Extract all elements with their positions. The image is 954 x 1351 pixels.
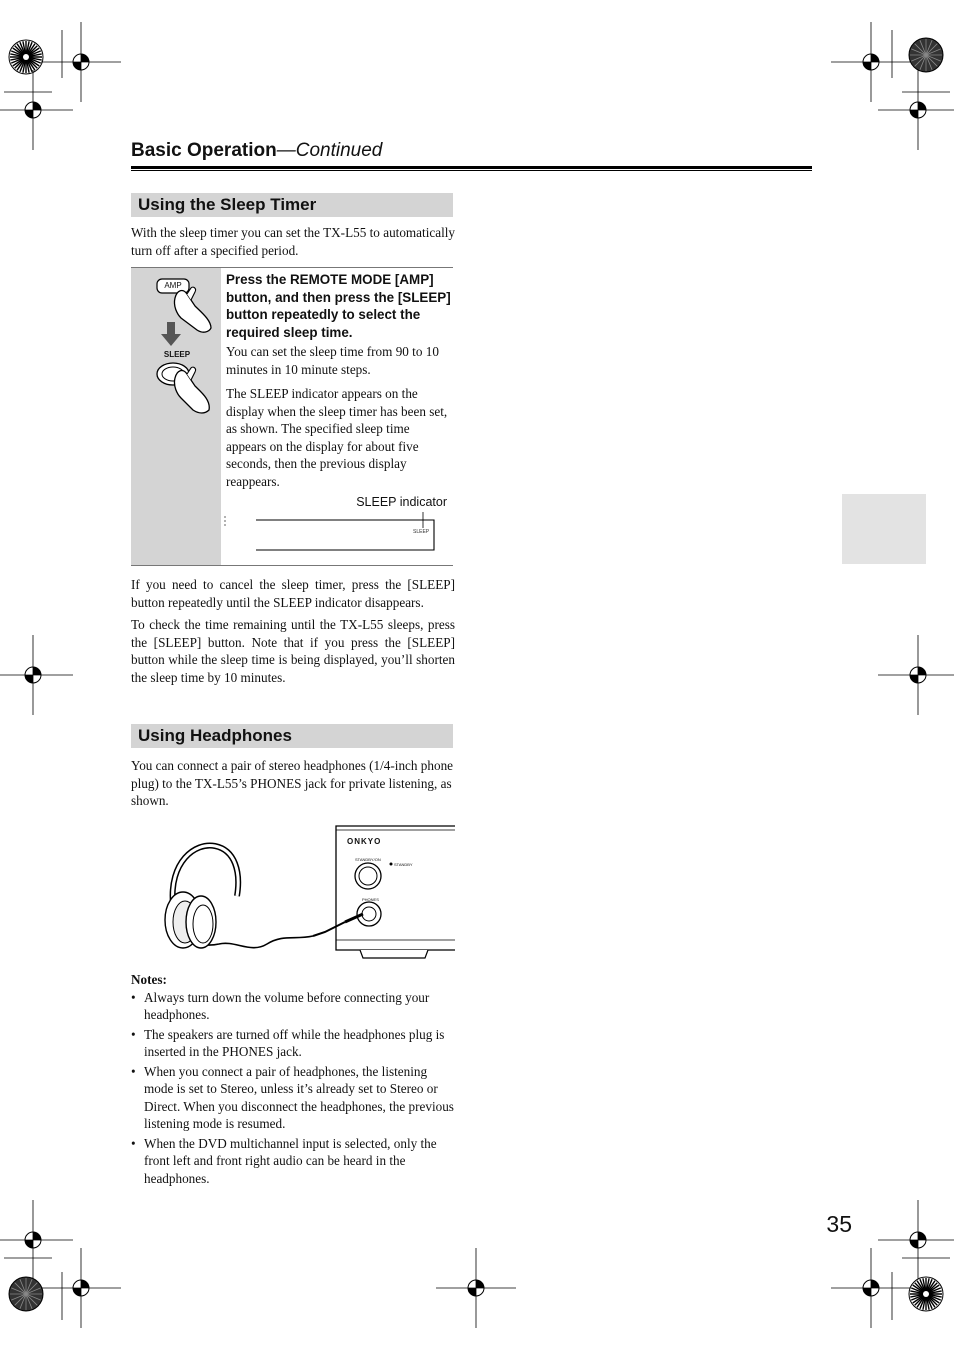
step-box [131,267,453,566]
header-title: Basic Operation [131,140,277,161]
notes-title: Notes: [131,972,167,987]
notes-list [131,989,455,1188]
step-paragraph-1: You can set the sleep time from 90 to 10 minutes in 10 minute steps. [226,344,439,377]
side-tab [842,494,926,564]
notes-block [131,971,455,1189]
remote-buttons-illustration [131,268,221,428]
step-instruction: Press the REMOTE MODE [AMP] button, and then press the [SLEEP] button repeatedly to select the required sleep time. [226,272,451,340]
headphones-heading-text: Using Headphones [138,726,292,745]
remote-sleep-label: SLEEP [163,350,191,359]
headphones-illustration [155,822,455,962]
sleep-heading-text: Using the Sleep Timer [138,195,317,214]
note-item: • The speakers are turned off while the headphones plug is inserted in the PHONES jack. [131,1026,445,1059]
note-item: • Always turn down the volume before connecting your headphones. [131,989,430,1022]
cancel-paragraph: If you need to cancel the sleep timer, press the [SLEEP] button repeatedly until the SLEEP indicator disappears. [131,577,455,610]
sleep-section-heading [131,193,453,217]
step-paragraph-2: The SLEEP indicator appears on the display when the sleep timer has been set, as shown. The specified sleep time appears on the display for about five seconds, then the previous display reappears. [226,386,448,489]
phones-label: PHONES [362,897,379,902]
check-paragraph: To check the time remaining until the TX-L55 sleeps, press the [SLEEP] button. Note that if you press the [SLEEP] button while the sleep time is being displayed, you’ll shorten the sleep time by 10 minutes. [131,617,455,685]
display-sleep-text: SLEEP [413,529,430,535]
headphones-intro: You can connect a pair of stereo headphones (1/4-inch phone plug) to the TX-L55’s PHONES jack for private listening, as shown. [131,758,454,808]
page-header [131,140,382,162]
header-rule-thin [131,170,812,171]
receiver-brand: ONKYO [347,837,382,846]
remote-amp-label: AMP [164,281,182,290]
sleep-indicator-caption: SLEEP indicator [356,495,447,509]
standby-on-label: STANDBY/ON [355,857,381,862]
display-window [221,508,451,568]
header-rule [131,166,812,169]
standby-label: STANDBY [394,862,413,867]
note-item: • When you connect a pair of headphones, the listening mode is set to Stereo, unless it’s already set to Stereo or Direct. When you disconnect the headphones, the previous listening mode is resumed. [131,1063,454,1131]
page-number: 35 [826,1211,852,1237]
headphones-section-heading [131,724,453,748]
note-item: • When the DVD multichannel input is selected, only the front left and front right audio can be heard in the headphones. [131,1135,437,1186]
header-subtitle: —Continued [276,140,383,161]
sleep-intro: With the sleep timer you can set the TX-L55 to automatically turn off after a specified period. [131,225,455,258]
